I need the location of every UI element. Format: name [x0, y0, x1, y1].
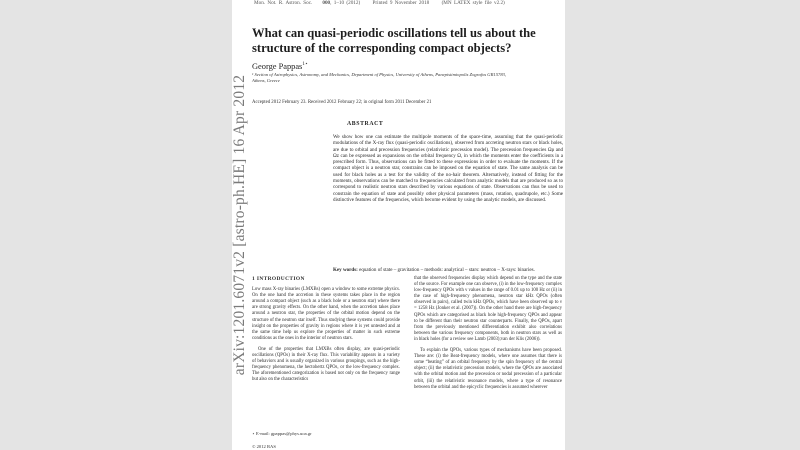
paragraph: that the observed frequencies display which depend on the type and the state of the source. For example one can observe, (i) in the low-frequency complex low-frequency QPOs with ν values in the range of 0.01 up to 100 Hz or (ii) in the case of high-frequency phenomena, neutron star kHz QPOs (often observed in pairs), called twin kHz QPOs, which have been observed up to ν = 1258 Hz (Jonker et al. (2007)). On the other hand there are high-frequency QPOs which are categorised as black hole high-frequency QPOs and appear to be different than their neutron star counterparts. Finally, the QPOs, apart from the previously mentioned differentiation exhibit also correlations between the various frequency components, both in neutron stars as well as in black holes (for a review see Lamb (2003);van der Klis (2006)). [414, 276, 562, 342]
copyright: © 2012 RAS [252, 444, 276, 449]
footnote: ⋆ E-mail: gpappas@phys.uoa.gr [252, 431, 312, 436]
author-name: George Pappas [252, 61, 303, 71]
paragraph: To explain the QPOs, various types of mechanisms have been proposed. These are: (i) the Beat-frequency models, where one assumes that there is some “beating” of an orbital frequency by the spin frequency of the central object; (ii) the relativistic precession models, where the QPOs are associated with the orbital motion and the precession or nodal precession of a particular orbit, (iii) the relativistic resonance models, where a type of resonance between the orbital and the epicyclic frequencies is assumed wherever [414, 348, 562, 390]
printed-date: Printed 9 November 2018 [372, 0, 430, 6]
column-right [414, 276, 562, 396]
journal-pages: 1–10 (2012) [333, 0, 361, 6]
journal-name: Mon. Not. R. Astron. Soc. [254, 0, 313, 6]
author-mark: 1⋆ [302, 62, 308, 67]
author [252, 61, 308, 71]
style-file: (MN LATEX style file v2.2) [441, 0, 505, 6]
abstract-text: We show how one can estimate the multipole moments of the space-time, assuming that the quasi-periodic modulations of the X-ray flux (quasi-periodic oscillations), observed from accreting neutron stars or black holes, are due to orbital and precession frequencies (relativistic precession model). The precession frequencies Ωρ and Ωz can be expressed as expansions on the orbital frequency Ω, in which the moments enter the coefficients in a prescribed form. Thus, observations can be fitted to these expressions in order to evaluate the moments. If the compact object is a neutron star, constrains can be imposed on the equation of state. The same analysis can be used for black holes as a test for the validity of the no-hair theorem. Alternatively, instead of fitting for the moments, observations can be matched to frequencies calculated from analytic models that are produced so as to correspond to realistic neutron stars described by various equations of state. Observations can thus be used to constrain the equation of state and possibly other physical parameters (mass, rotation, quadrupole, etc.) Some distinctive features of the frequencies, which become evident by using the analytic models, are discussed. [333, 134, 563, 203]
abstract-heading: ABSTRACT [347, 121, 384, 127]
paragraph: Low mass X-ray binaries (LMXBs) open a window to some extreme physics. On the one hand the accretion in these systems takes place in the region around a compact object (such as a black hole or a neutron star) where there are strong gravity effects. On the other hand, when the accretion takes place around a neutron star, the properties of the orbital motion depend on the structure of the neutron star itself. Thus studying these systems could provide insight on the properties of gravity in regions where it is yet untested and at the same time help us explore the properties of matter in such extreme conditions as the ones in the interior of neutron stars. [252, 287, 400, 341]
paragraph: One of the properties that LMXBs often display, are quasi-periodic oscillations (QPOs) in their X-ray flux. This variability appears in a variety of behaviors and is usually organized in various groupings, such as the high-frequency phenomena, the hectohertz QPOs, or the low-frequency complex. The aforementioned categorization is based not only on the frequency range but also on the characteristics [252, 346, 400, 383]
running-head: Mon. Not. R. Astron. Soc. 000, 1–10 (2012) Printed 9 November 2018 (MN LATEX style file v2.2) [254, 0, 505, 6]
column-left [252, 276, 400, 389]
keywords-text: equation of state – gravitation – methods: analytical – stars: neutron – X-rays: binaries. [359, 267, 535, 273]
keywords-label: Key words: [333, 267, 358, 273]
arxiv-identifier: arXiv:1201.6071v2 [astro-ph.HE] 16 Apr 2012 [231, 74, 248, 376]
accepted-line: Accepted 2012 February 23. Received 2012 February 22; in original form 2011 December 21 [252, 100, 432, 105]
section-heading: 1 INTRODUCTION [252, 276, 305, 282]
affiliation: ¹ Section of Astrophysics, Astronomy, and Mechanics, Department of Physics, University of Athens, Panepistimiopolis Zografos GR15783, Athens, Greece [252, 72, 507, 84]
keywords [333, 267, 563, 273]
paper-title: What can quasi-periodic oscillations tell us about the structure of the corresponding compact objects? [252, 26, 536, 55]
journal-volume: 000 [322, 0, 331, 6]
